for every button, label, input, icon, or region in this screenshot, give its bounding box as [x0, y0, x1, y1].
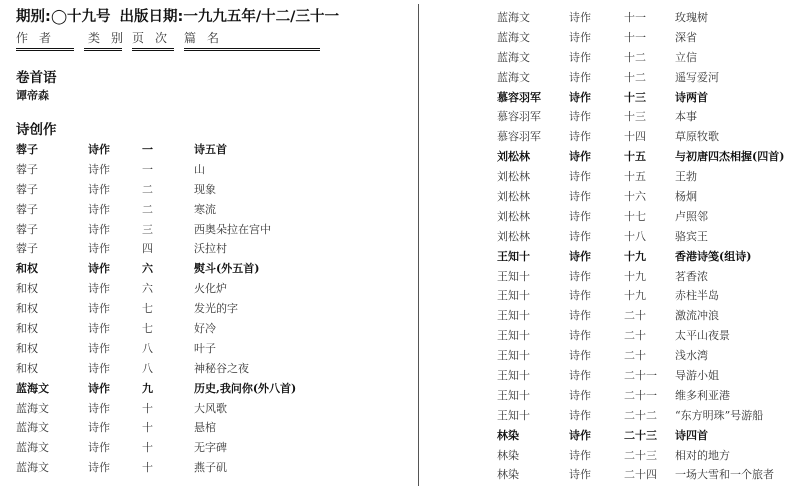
entry-author: 林染 [497, 428, 519, 442]
catalog-entry-row [497, 107, 797, 127]
entry-page: 二十一 [624, 369, 657, 383]
catalog-entry-row [16, 200, 406, 220]
entry-category: 诗作 [88, 222, 110, 236]
entry-title: 杨炯 [675, 190, 697, 204]
entry-author: 蓝海文 [497, 50, 530, 64]
entry-title: 深省 [675, 30, 697, 44]
entry-category: 诗作 [569, 309, 591, 323]
catalog-entry-row [16, 220, 406, 240]
entry-category: 诗作 [569, 269, 591, 283]
entry-author: 蓝海文 [16, 381, 49, 395]
entry-author: 刘松林 [497, 170, 530, 184]
entry-page: 十八 [624, 229, 646, 243]
catalog-entry-row [16, 438, 406, 458]
entry-author: 刘松林 [497, 209, 530, 223]
entry-category: 诗作 [569, 448, 591, 462]
catalog-entry-row [16, 399, 406, 419]
entry-title: 浅水湾 [675, 349, 708, 363]
entry-category: 诗作 [569, 388, 591, 402]
entry-title: 现象 [194, 182, 216, 196]
entry-page: 十六 [624, 190, 646, 204]
entry-category: 诗作 [88, 242, 110, 256]
entry-page: 十二 [624, 70, 646, 84]
column-header-category: 类别 [88, 31, 135, 45]
entry-category: 诗作 [569, 329, 591, 343]
entry-category: 诗作 [88, 182, 110, 196]
section-title: 诗创作 [16, 122, 57, 138]
entry-author: 刘松林 [497, 190, 530, 204]
entry-title: 与初唐四杰相握(四首) [675, 150, 785, 164]
header-rules [16, 48, 406, 56]
entry-title: 神秘谷之夜 [194, 361, 249, 375]
entry-title: 茗香浓 [675, 269, 708, 283]
entry-category: 诗作 [569, 229, 591, 243]
entry-author: 和权 [16, 302, 38, 316]
right-entry-list [497, 8, 797, 485]
entry-page: 二十 [624, 309, 646, 323]
entry-title: 山 [194, 162, 205, 176]
catalog-entry-row [497, 247, 797, 267]
entry-category: 诗作 [88, 381, 110, 395]
entry-title: 一场大雪和一个旅者 [675, 468, 774, 482]
catalog-entry-row [16, 180, 406, 200]
entry-category: 诗作 [569, 130, 591, 144]
entry-title: 赤柱半岛 [675, 289, 719, 303]
catalog-entry-row [16, 359, 406, 379]
catalog-entry-row [497, 127, 797, 147]
catalog-entry-row [16, 339, 406, 359]
catalog-entry-row [497, 406, 797, 426]
entry-title: 立信 [675, 50, 697, 64]
entry-author: 王知十 [497, 269, 530, 283]
entry-page: 十 [142, 461, 153, 475]
entry-title: 骆宾王 [675, 229, 708, 243]
entry-page: 二十三 [624, 448, 657, 462]
catalog-entry-row [497, 465, 797, 485]
catalog-entry-row [16, 239, 406, 259]
entry-category: 诗作 [88, 262, 110, 276]
entry-page: 一 [142, 162, 153, 176]
date-value: 一九九五年/十二/三十一 [183, 9, 339, 25]
catalog-entry-row [497, 326, 797, 346]
rule-author [16, 48, 74, 51]
entry-author: 蓉子 [16, 162, 38, 176]
entry-page: 十九 [624, 249, 646, 263]
entry-category: 诗作 [88, 341, 110, 355]
entry-author: 和权 [16, 361, 38, 375]
entry-title: 发光的字 [194, 302, 238, 316]
catalog-entry-row [16, 279, 406, 299]
entry-author: 蓝海文 [16, 461, 49, 475]
entry-title: 激流冲浪 [675, 309, 719, 323]
entry-page: 二十二 [624, 408, 657, 422]
catalog-entry-row [16, 458, 406, 478]
entry-title: 草原牧歌 [675, 130, 719, 144]
column-header-page: 页次 [132, 31, 179, 45]
entry-page: 二 [142, 182, 153, 196]
entry-author: 蓉子 [16, 242, 38, 256]
entry-category: 诗作 [569, 11, 591, 24]
entry-title: 熨斗(外五首) [194, 262, 260, 276]
entry-title: 叶子 [194, 341, 216, 355]
entry-category: 诗作 [88, 361, 110, 375]
catalog-entry-row [497, 147, 797, 167]
catalog-entry-row [497, 68, 797, 88]
catalog-entry-row [497, 207, 797, 227]
catalog-entry-row [497, 88, 797, 108]
entry-page: 十三 [624, 110, 646, 124]
entry-category: 诗作 [88, 441, 110, 455]
catalog-entry-row [16, 418, 406, 438]
right-column [497, 8, 797, 485]
entry-category: 诗作 [569, 90, 591, 104]
entry-author: 蓉子 [16, 143, 38, 156]
entry-author: 蓉子 [16, 222, 38, 236]
entry-title: 王勃 [675, 170, 697, 184]
entry-author: 和权 [16, 341, 38, 355]
entry-author: 王知十 [497, 349, 530, 363]
entry-category: 诗作 [569, 50, 591, 64]
issue-value: ◯十九号 [50, 9, 111, 25]
entry-title: 寒流 [194, 202, 216, 216]
entry-category: 诗作 [88, 282, 110, 296]
entry-author: 蓉子 [16, 202, 38, 216]
entry-author: 林染 [497, 448, 519, 462]
entry-page: 十一 [624, 11, 646, 24]
catalog-entry-row [497, 426, 797, 446]
entry-author: 蓝海文 [497, 30, 530, 44]
entry-title: 卢照邻 [675, 209, 708, 223]
entry-category: 诗作 [88, 461, 110, 475]
entry-category: 诗作 [569, 70, 591, 84]
catalog-entry-row [497, 227, 797, 247]
entry-title: 历史,我问你(外八首) [194, 381, 297, 395]
entry-page: 十一 [624, 30, 646, 44]
entry-category: 诗作 [88, 162, 110, 176]
entry-title: 大风歌 [194, 401, 227, 415]
catalog-entry-row [16, 299, 406, 319]
entry-category: 诗作 [88, 401, 110, 415]
entry-author: 慕容羽军 [497, 110, 541, 124]
entry-page: 十七 [624, 209, 646, 223]
entry-author: 王知十 [497, 289, 530, 303]
entry-page: 十四 [624, 130, 646, 144]
entry-author: 蓉子 [16, 182, 38, 196]
entry-category: 诗作 [569, 150, 591, 164]
entry-author: 和权 [16, 282, 38, 296]
entry-page: 十 [142, 401, 153, 415]
rule-page [132, 48, 174, 51]
entry-page: 十五 [624, 150, 646, 164]
entry-page: 二十四 [624, 468, 657, 482]
entry-author: 慕容羽军 [497, 130, 541, 144]
entry-author: 蓝海文 [16, 421, 49, 435]
entry-author: 蓝海文 [16, 401, 49, 415]
entry-author: 蓝海文 [16, 441, 49, 455]
entry-title: 遥写爱河 [675, 70, 719, 84]
entry-page: 七 [142, 302, 153, 316]
entry-category: 诗作 [569, 170, 591, 184]
entry-category: 诗作 [569, 408, 591, 422]
entry-category: 诗作 [569, 468, 591, 482]
entry-category: 诗作 [569, 110, 591, 124]
entry-page: 三 [142, 222, 153, 236]
entry-title: 诗五首 [194, 143, 227, 156]
entry-author: 和权 [16, 262, 38, 276]
entry-category: 诗作 [88, 322, 110, 336]
entry-title: 西奥朵拉在宫中 [194, 222, 271, 236]
column-divider [418, 4, 419, 486]
entry-title: 悬棺 [194, 421, 216, 435]
entry-title: “东方明珠”号游船 [675, 408, 764, 422]
catalog-entry-row [497, 346, 797, 366]
entry-category: 诗作 [88, 202, 110, 216]
entry-category: 诗作 [88, 143, 110, 156]
entry-title: 诗四首 [675, 428, 708, 442]
column-headers [16, 28, 406, 48]
entry-page: 八 [142, 361, 153, 375]
catalog-entry-row [16, 319, 406, 339]
preface-author: 谭帝森 [16, 89, 49, 102]
entry-title: 玫瑰树 [675, 11, 708, 24]
entry-author: 王知十 [497, 388, 530, 402]
issue-header [16, 6, 406, 28]
catalog-entry-row [497, 167, 797, 187]
entry-category: 诗作 [569, 249, 591, 263]
catalog-entry-row [497, 386, 797, 406]
entry-page: 二十一 [624, 388, 657, 402]
entry-page: 八 [142, 341, 153, 355]
catalog-entry-row [16, 160, 406, 180]
entry-author: 蓝海文 [497, 11, 530, 24]
entry-author: 王知十 [497, 249, 530, 263]
entry-title: 好冷 [194, 322, 216, 336]
left-entry-list [16, 140, 406, 478]
catalog-entry-row [497, 366, 797, 386]
column-header-author: 作者 [16, 31, 63, 45]
entry-page: 二十三 [624, 428, 657, 442]
entry-title: 无字碑 [194, 441, 227, 455]
entry-page: 二十 [624, 329, 646, 343]
entry-author: 林染 [497, 468, 519, 482]
entry-page: 十二 [624, 50, 646, 64]
entry-category: 诗作 [569, 369, 591, 383]
entry-page: 十五 [624, 170, 646, 184]
entry-page: 九 [142, 381, 153, 395]
entry-category: 诗作 [569, 190, 591, 204]
entry-category: 诗作 [569, 349, 591, 363]
left-column [16, 6, 406, 478]
rule-title [184, 48, 320, 51]
catalog-entry-row [497, 28, 797, 48]
entry-category: 诗作 [569, 30, 591, 44]
catalog-entry-row [497, 306, 797, 326]
catalog-entry-row [497, 48, 797, 68]
entry-title: 火化炉 [194, 282, 227, 296]
entry-category: 诗作 [88, 421, 110, 435]
entry-page: 二 [142, 202, 153, 216]
catalog-entry-row [16, 379, 406, 399]
entry-category: 诗作 [569, 428, 591, 442]
catalog-entry-row [497, 286, 797, 306]
entry-author: 王知十 [497, 309, 530, 323]
entry-category: 诗作 [88, 302, 110, 316]
entry-category: 诗作 [569, 209, 591, 223]
entry-author: 王知十 [497, 369, 530, 383]
entry-title: 本事 [675, 110, 697, 124]
column-header-title: 篇名 [184, 31, 231, 45]
entry-title: 诗两首 [675, 90, 708, 104]
entry-author: 王知十 [497, 329, 530, 343]
entry-page: 六 [142, 282, 153, 296]
entry-title: 燕子矶 [194, 461, 227, 475]
entry-title: 维多利亚港 [675, 388, 730, 402]
date-label: 出版日期: [119, 9, 184, 25]
entry-author: 刘松林 [497, 229, 530, 243]
entry-page: 十 [142, 421, 153, 435]
entry-author: 和权 [16, 322, 38, 336]
catalog-entry-row [497, 187, 797, 207]
entry-author: 刘松林 [497, 150, 530, 164]
entry-page: 四 [142, 242, 153, 256]
entry-title: 香港诗笺(组诗) [675, 249, 752, 263]
entry-author: 慕容羽军 [497, 90, 541, 104]
rule-category [84, 48, 122, 51]
catalog-entry-row [16, 259, 406, 279]
entry-page: 十九 [624, 269, 646, 283]
entry-title: 导游小姐 [675, 369, 719, 383]
entry-author: 王知十 [497, 408, 530, 422]
catalog-entry-row [497, 446, 797, 466]
entry-page: 六 [142, 262, 153, 276]
catalog-entry-row [497, 8, 797, 28]
entry-page: 十九 [624, 289, 646, 303]
entry-category: 诗作 [569, 289, 591, 303]
entry-page: 十 [142, 441, 153, 455]
entry-page: 一 [142, 143, 153, 156]
entry-page: 十三 [624, 90, 646, 104]
entry-title: 太平山夜景 [675, 329, 730, 343]
entry-title: 相对的地方 [675, 448, 730, 462]
catalog-entry-row [16, 140, 406, 160]
entry-page: 二十 [624, 349, 646, 363]
catalog-entry-row [497, 267, 797, 287]
section-title: 卷首语 [16, 70, 57, 86]
entry-title: 沃拉村 [194, 242, 227, 256]
entry-author: 蓝海文 [497, 70, 530, 84]
entry-page: 七 [142, 322, 153, 336]
issue-label: 期别: [16, 9, 51, 25]
